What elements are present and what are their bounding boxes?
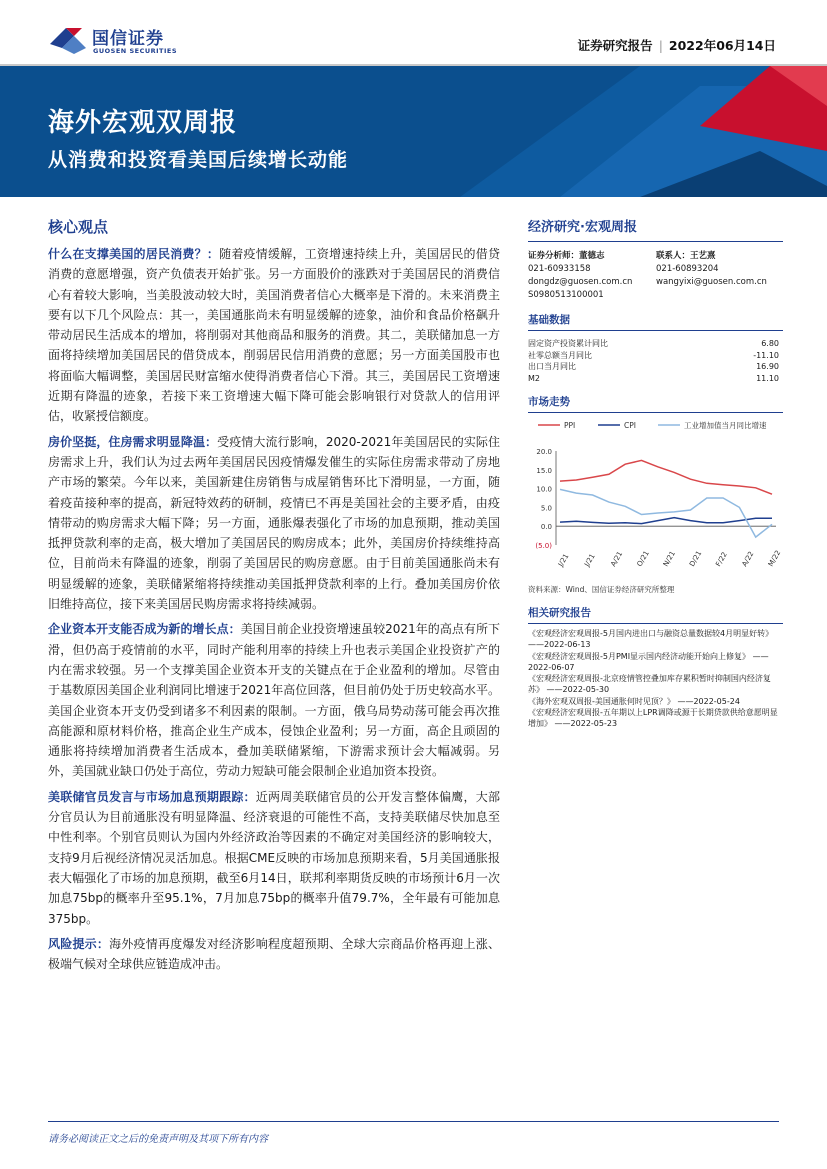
data-row xyxy=(528,373,783,385)
company-logo xyxy=(48,20,208,60)
paragraph-text: 美国目前企业投资增速虽较2021年的高点有所下滑，但仍高于疫情前的水平，同时产能利用率的持续上升也表示美国企业投资扩产的内在需求较强。另一个支撑美国企业资本开支的关键点在于企业盈利的增加。尽管由于基数原因美国企业利润同比增速于2021年高位回落，但目前仍处于历史较高水平。美国企业资本开支仍受到诸多不利因素的限制。一方面，俄乌局势动荡可能会再次推高能源和原材料价格，推高企业生产成本，侵蚀企业盈利；另一方面，高企且顽固的通胀将持续增加消费者生活成本，叠加美联储紧缩，下游需求预计会大幅减弱。另外，美国就业缺口仍处于高位，劳动力短缺可能会限制企业追加资本投资。 xyxy=(48,622,500,779)
data-label: 固定资产投资累计同比 xyxy=(528,339,608,348)
paragraph-housing xyxy=(48,432,500,615)
contact-name: 王艺熹 xyxy=(690,251,716,261)
contact-email[interactable]: wangyixi@guosen.com.cn xyxy=(656,277,767,287)
related-report-item[interactable] xyxy=(528,696,783,707)
x-tick-label-8: M/22 xyxy=(766,549,783,568)
paragraph-lead: 什么在支撑美国的居民消费？： xyxy=(48,247,220,261)
legend-label-1: CPI xyxy=(624,421,636,430)
analyst-email[interactable]: dongdz@guosen.com.cn xyxy=(528,277,633,287)
y-tick-label-3: 5.0 xyxy=(540,504,552,513)
paragraph-risk xyxy=(48,934,500,975)
report-link-date: ——2022-05-24 xyxy=(677,696,740,706)
series-line-2 xyxy=(560,489,772,537)
y-tick-label-1: 15.0 xyxy=(536,466,552,475)
logo-text-en: GUOSEN SECURITIES xyxy=(93,47,178,55)
paragraph-text: 近两周美联储官员的公开发言整体偏鹰，大部分官员认为目前通胀没有明显降温、经济衰退的可能性不高，支持美联储尽快加息至中性利率。个别官员则认为国内外经济政治等因素的不确定对美国经济的影响较大，支持9月后视经济情况灵活加息。根据CME反映的市场加息预期来看，5月美国通胀报表大幅强化了市场的加息预期，截至6月14日，联邦利率期货反映的市场预计6月一次加息75bp的概率升至95.1%，7月加息75bp的概率升值79.7%，全年最有可能加息375bp。 xyxy=(48,789,500,926)
report-date: 2022年06月14日 xyxy=(668,38,776,53)
basic-data-list xyxy=(528,338,783,384)
sidebar-divider xyxy=(528,241,783,242)
analyst-cert: S0980513100001 xyxy=(528,290,604,300)
report-link-title[interactable]: 《宏观经济宏观周报-5月国内进出口与融资总量数据较4月明显好转》 xyxy=(528,629,774,638)
contact-label: 联系人： xyxy=(656,251,691,261)
footer-disclaimer: 请务必阅读正文之后的免责声明及其项下所有内容 xyxy=(48,1134,268,1145)
analyst-name-line xyxy=(528,250,656,263)
related-report-item[interactable] xyxy=(528,673,783,696)
report-type: 证券研究报告 xyxy=(577,38,653,53)
body-text xyxy=(48,244,500,979)
paragraph-capex xyxy=(48,619,500,781)
meta-separator: | xyxy=(658,38,663,53)
legend-label-0: PPI xyxy=(564,421,576,430)
analyst-name: 董德志 xyxy=(579,251,605,261)
report-link-date: ——2022-06-13 xyxy=(528,640,591,650)
chart-source: 资料来源：Wind、国信证券经济研究所整理 xyxy=(528,585,675,594)
data-value: 16.90 xyxy=(756,362,779,371)
report-link-title[interactable]: 《海外宏观双周报-美国通胀何时见顶？》 xyxy=(528,696,675,706)
report-meta xyxy=(578,36,776,54)
report-link-title[interactable]: 《宏观经济宏观周报-5月PMI显示国内经济动能开始向上修复》 xyxy=(528,651,751,661)
report-link-date: ——2022-06-07 xyxy=(528,651,769,672)
logo-mark-icon xyxy=(48,24,88,56)
paragraph-lead: 风险提示： xyxy=(48,936,110,951)
chart-svg xyxy=(528,417,783,582)
contact-phone: 021-60893204 xyxy=(656,264,719,274)
x-tick-label-1: J/21 xyxy=(583,552,597,568)
report-link-title[interactable]: 《宏观经济宏观周报-五年期以上LPR调降或源于长期贷款供给意愿明显增加》 xyxy=(528,708,778,729)
title-banner xyxy=(0,66,827,197)
x-tick-label-7: A/22 xyxy=(740,550,756,568)
analyst-label: 证券分析师： xyxy=(528,251,580,261)
report-title: 海外宏观双周报 xyxy=(48,108,238,138)
report-subtitle: 从消费和投资看美国后续增长动能 xyxy=(48,149,349,171)
y-tick-label-0: 20.0 xyxy=(536,448,552,456)
related-reports-heading: 相关研究报告 xyxy=(528,605,783,624)
footer-divider xyxy=(48,1121,779,1122)
data-row xyxy=(528,338,783,350)
logo-text-cn: 国信证券 xyxy=(92,29,164,49)
paragraph-text: 海外疫情再度爆发对经济影响程度超预期、全球大宗商品价格再迎上涨、极端气候对全球供应链造成冲击。 xyxy=(48,936,500,972)
x-tick-label-3: O/21 xyxy=(635,549,651,568)
basic-data-heading: 基础数据 xyxy=(528,312,783,331)
related-report-item[interactable] xyxy=(528,628,783,651)
data-label: 社零总额当月同比 xyxy=(528,350,592,360)
x-tick-label-6: F/22 xyxy=(714,550,729,568)
x-tick-label-5: D/21 xyxy=(688,549,704,568)
core-views-heading: 核心观点 xyxy=(48,218,109,236)
analyst-phone: 021-60933158 xyxy=(528,264,591,274)
report-link-date: ——2022-05-30 xyxy=(546,685,610,695)
paragraph-lead: 房价坚挺，住房需求明显降温： xyxy=(48,434,218,449)
legend-label-2: 工业增加值当月同比增速 xyxy=(684,421,767,430)
x-tick-label-2: A/21 xyxy=(609,550,625,568)
data-value: 11.10 xyxy=(756,373,779,383)
paragraph-fed xyxy=(48,787,500,929)
paragraph-lead: 企业资本开支能否成为新的增长点： xyxy=(48,622,241,637)
report-category: 经济研究·宏观周报 xyxy=(528,220,637,235)
y-tick-label-5: (5.0) xyxy=(535,542,552,550)
market-trend-heading: 市场走势 xyxy=(528,394,783,413)
report-link-date: ——2022-05-23 xyxy=(554,719,618,729)
data-label: M2 xyxy=(528,373,540,383)
x-tick-label-4: N/21 xyxy=(661,549,677,568)
paragraph-lead: 美联储官员发言与市场加息预期跟踪： xyxy=(48,789,256,804)
x-tick-label-0: J/21 xyxy=(556,552,571,568)
y-tick-label-4: 0.0 xyxy=(540,523,552,532)
data-row xyxy=(528,350,783,362)
related-report-item[interactable] xyxy=(528,651,783,674)
data-value: -11.10 xyxy=(753,350,779,360)
related-reports-list xyxy=(528,628,783,730)
series-line-1 xyxy=(560,518,772,524)
contact-name-line xyxy=(656,250,783,263)
series-line-0 xyxy=(560,460,772,494)
report-link-title[interactable]: 《宏观经济宏观周报-北京疫情管控叠加库存累积暂时抑制国内经济复苏》 xyxy=(528,674,771,695)
data-row xyxy=(528,361,783,373)
paragraph-text: 受疫情大流行影响，2020-2021年美国居民的实际住房需求上升，我们认为过去两年美国居民因疫情爆发催生的实际住房需求带动了房地产市场的繁荣。今年以来，美国新建住房销售与成屋销售环比下滑明显，一方面，随着疫苗接种率的提高，新冠特效药的研制，疫情已不再是美国社会的主要矛盾，由疫情带动的购房需求大幅下降；另一方面，通胀爆表强化了市场的加息预期，推动美国抵押贷款利率的走高，极大增加了美国居民的购房成本；此外，美国房价持续维持高位，目前尚未有降温的迹象，削弱了美国居民的购房意愿。由于目前美国通胀尚未有明显缓解的迹象，美联储紧缩将持续推动美国抵押贷款利率的上行。叠加美国房价依旧维持高位，接下来美国居民购房需求将持续减弱。 xyxy=(48,434,500,612)
data-value: 6.80 xyxy=(761,339,779,348)
sidebar xyxy=(528,216,783,730)
y-tick-label-2: 10.0 xyxy=(536,485,552,494)
paragraph-text: 随着疫情缓解，工资增速持续上升，美国居民的借贷消费的意愿增强，资产负债表开始扩张。另一方面股价的涨跌对于美国居民的消费信心有着较大影响，当美股波动较大时，美国消费者信心大概率是下滑的。未来消费主要有以下几个风险点：其一，美国通胀尚未有明显缓解的迹象，油价和食品价格飙升带动居民生活成本的增加，将削弱对其他商品和服务的消费。其二，美联储加息一方面将持续增加美国居民的借贷成本，削弱居民信用消费的意愿；另一方面美国股市也将面临大幅调整，美国居民财富缩水使得消费者信心下滑。其三，美国居民工资增速近期有降温的迹象，若接下来工资增速大幅下降可能会影响银行对贷款人的信用评估，收紧授信额度。 xyxy=(48,247,500,424)
analyst-block xyxy=(528,250,783,302)
related-report-item[interactable] xyxy=(528,707,783,730)
market-trend-chart xyxy=(528,417,783,582)
paragraph-consumption xyxy=(48,244,500,427)
data-label: 出口当月同比 xyxy=(528,362,576,371)
